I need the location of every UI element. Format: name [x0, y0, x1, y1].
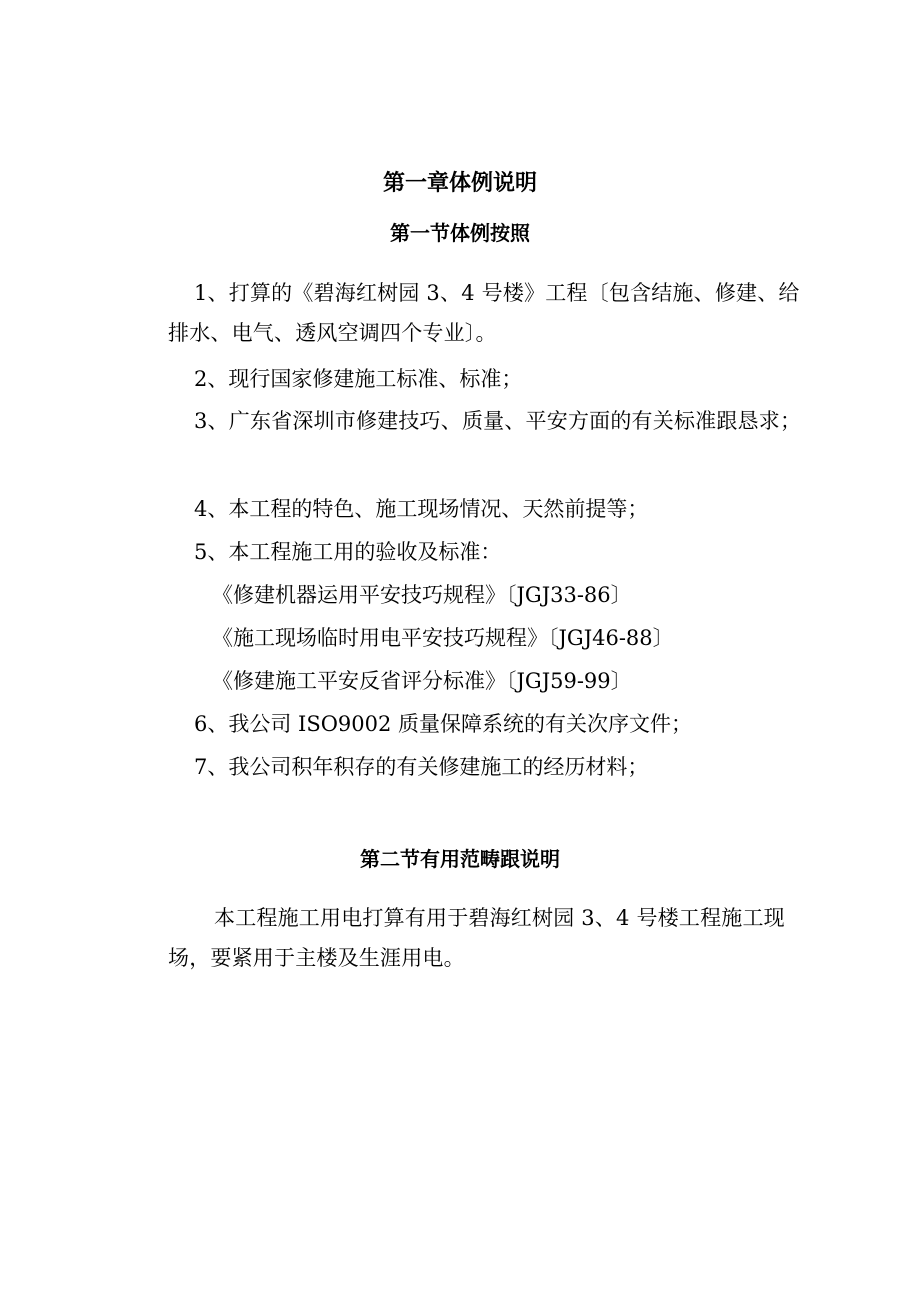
standard-item-3: 《修建施工平安反省评分标准》〔JGJ59-99〕	[212, 669, 632, 693]
standard-item-2: 《施工现场临时用电平安技巧规程》〔JGJ46-88〕	[212, 626, 674, 650]
list-item-7: 7、我公司积年积存的有关修建施工的经历材料；	[194, 755, 649, 779]
section-1-title: 第一节体例按照	[390, 221, 530, 245]
list-item-1: 1、打算的《碧海红树园 3、4 号楼》工程〔包含结施、修建、给排水、电气、透风空调四个专业〕。	[168, 281, 800, 345]
list-item-4: 4、本工程的特色、施工现场情况、天然前提等；	[194, 497, 649, 521]
list-item-6: 6、我公司 ISO9002 质量保障系统的有关次序文件；	[194, 712, 693, 736]
list-item-5: 5、本工程施工用的验收及标准：	[194, 540, 502, 564]
chapter-title: 第一章体例说明	[382, 171, 537, 196]
section-2-title: 第二节有用范畴跟说明	[360, 847, 560, 871]
list-item-2: 2、现行国家修建施工标准、标准；	[194, 367, 523, 391]
standard-item-1: 《修建机器运用平安技巧规程》〔JGJ33-86〕	[212, 583, 632, 607]
list-item-3: 3、广东省深圳市修建技巧、质量、平安方面的有关标准跟恳求；	[194, 409, 802, 433]
section-2-paragraph: 本工程施工用电打算有用于碧海红树园 3、4 号楼工程施工现场，要紧用于主楼及生涯用电。	[168, 906, 785, 970]
